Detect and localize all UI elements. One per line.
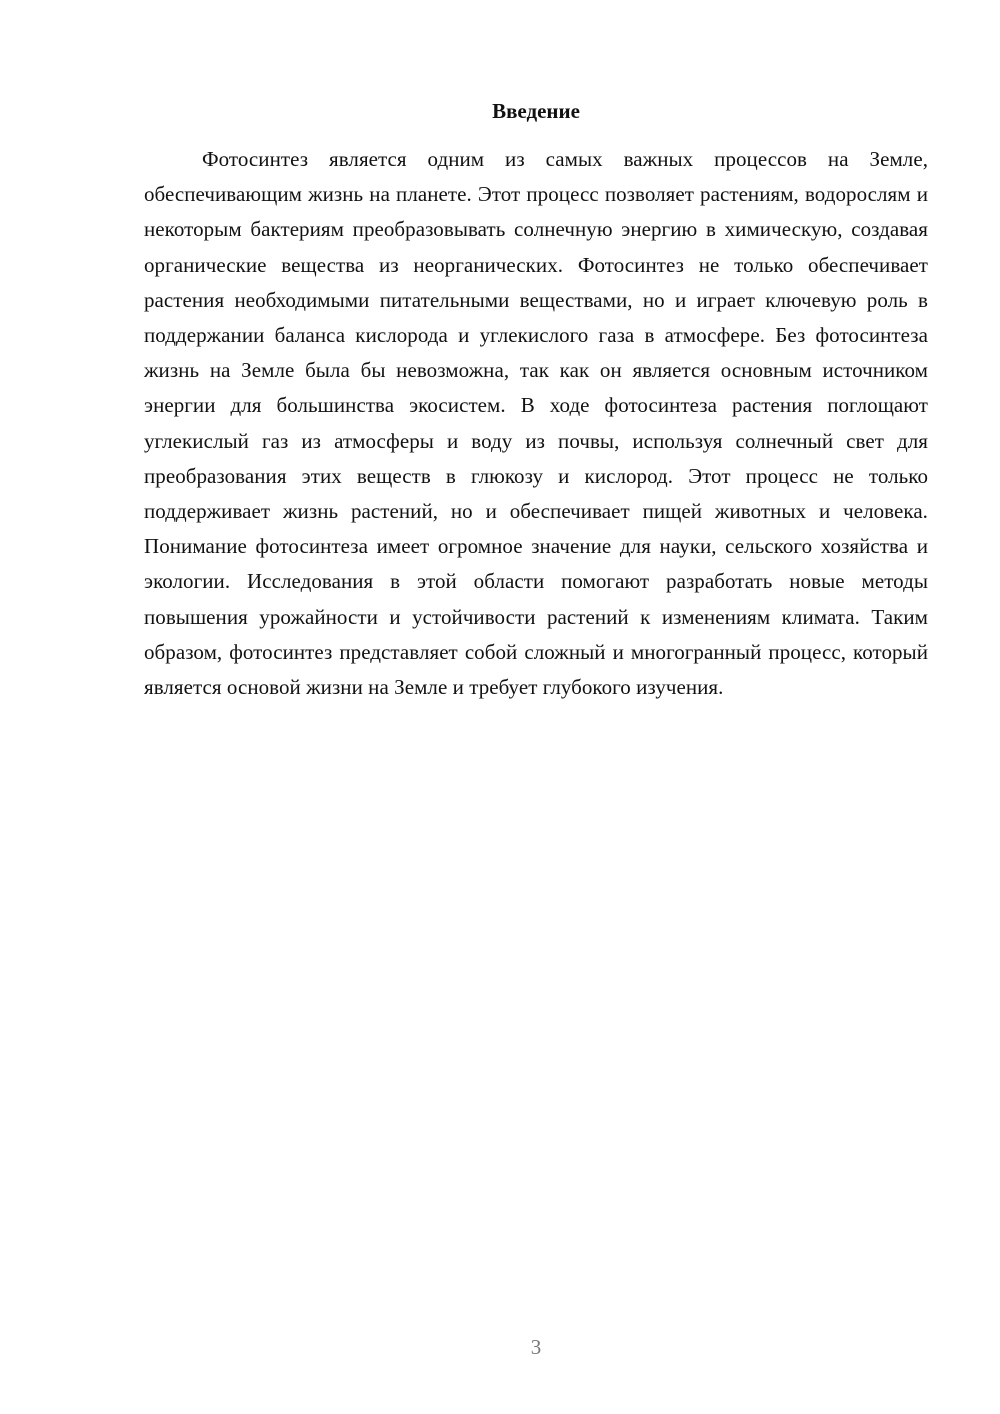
section-heading: Введение xyxy=(492,99,580,123)
page-number: 3 xyxy=(530,1335,542,1359)
body-paragraph: Фотосинтез является одним из самых важных процессов на Земле, обеспечивающим жизнь на планете. Этот процесс позволяет растениям, водорослям и некоторым бактериям преобразовывать солнечную энергию в химическую, создавая органические вещества из неорганических. Фотосинтез не только обеспечивает растения необходимыми питательными веществами, но и играет ключевую роль в поддержании баланса кислорода и углекислого газа в атмосфере. Без фотосинтеза жизнь на Земле была бы невозможна, так как он является основным источником энергии для большинства экосистем. В ходе фотосинтеза растения поглощают углекислый газ из атмосферы и воду из почвы, используя солнечный свет для преобразования этих веществ в глюкозу и кислород. Этот процесс не только поддерживает жизнь растений, но и обеспечивает пищей животных и человека. Понимание фотосинтеза имеет огромное значение для науки, сельского хозяйства и экологии. Исследования в этой области помогают разработать новые методы повышения урожайности и устойчивости растений к изменениям климата. Таким образом, фотосинтез представляет собой сложный и многогранный процесс, который является основой жизни на Земле и требует глубокого изучения. xyxy=(144,147,928,700)
